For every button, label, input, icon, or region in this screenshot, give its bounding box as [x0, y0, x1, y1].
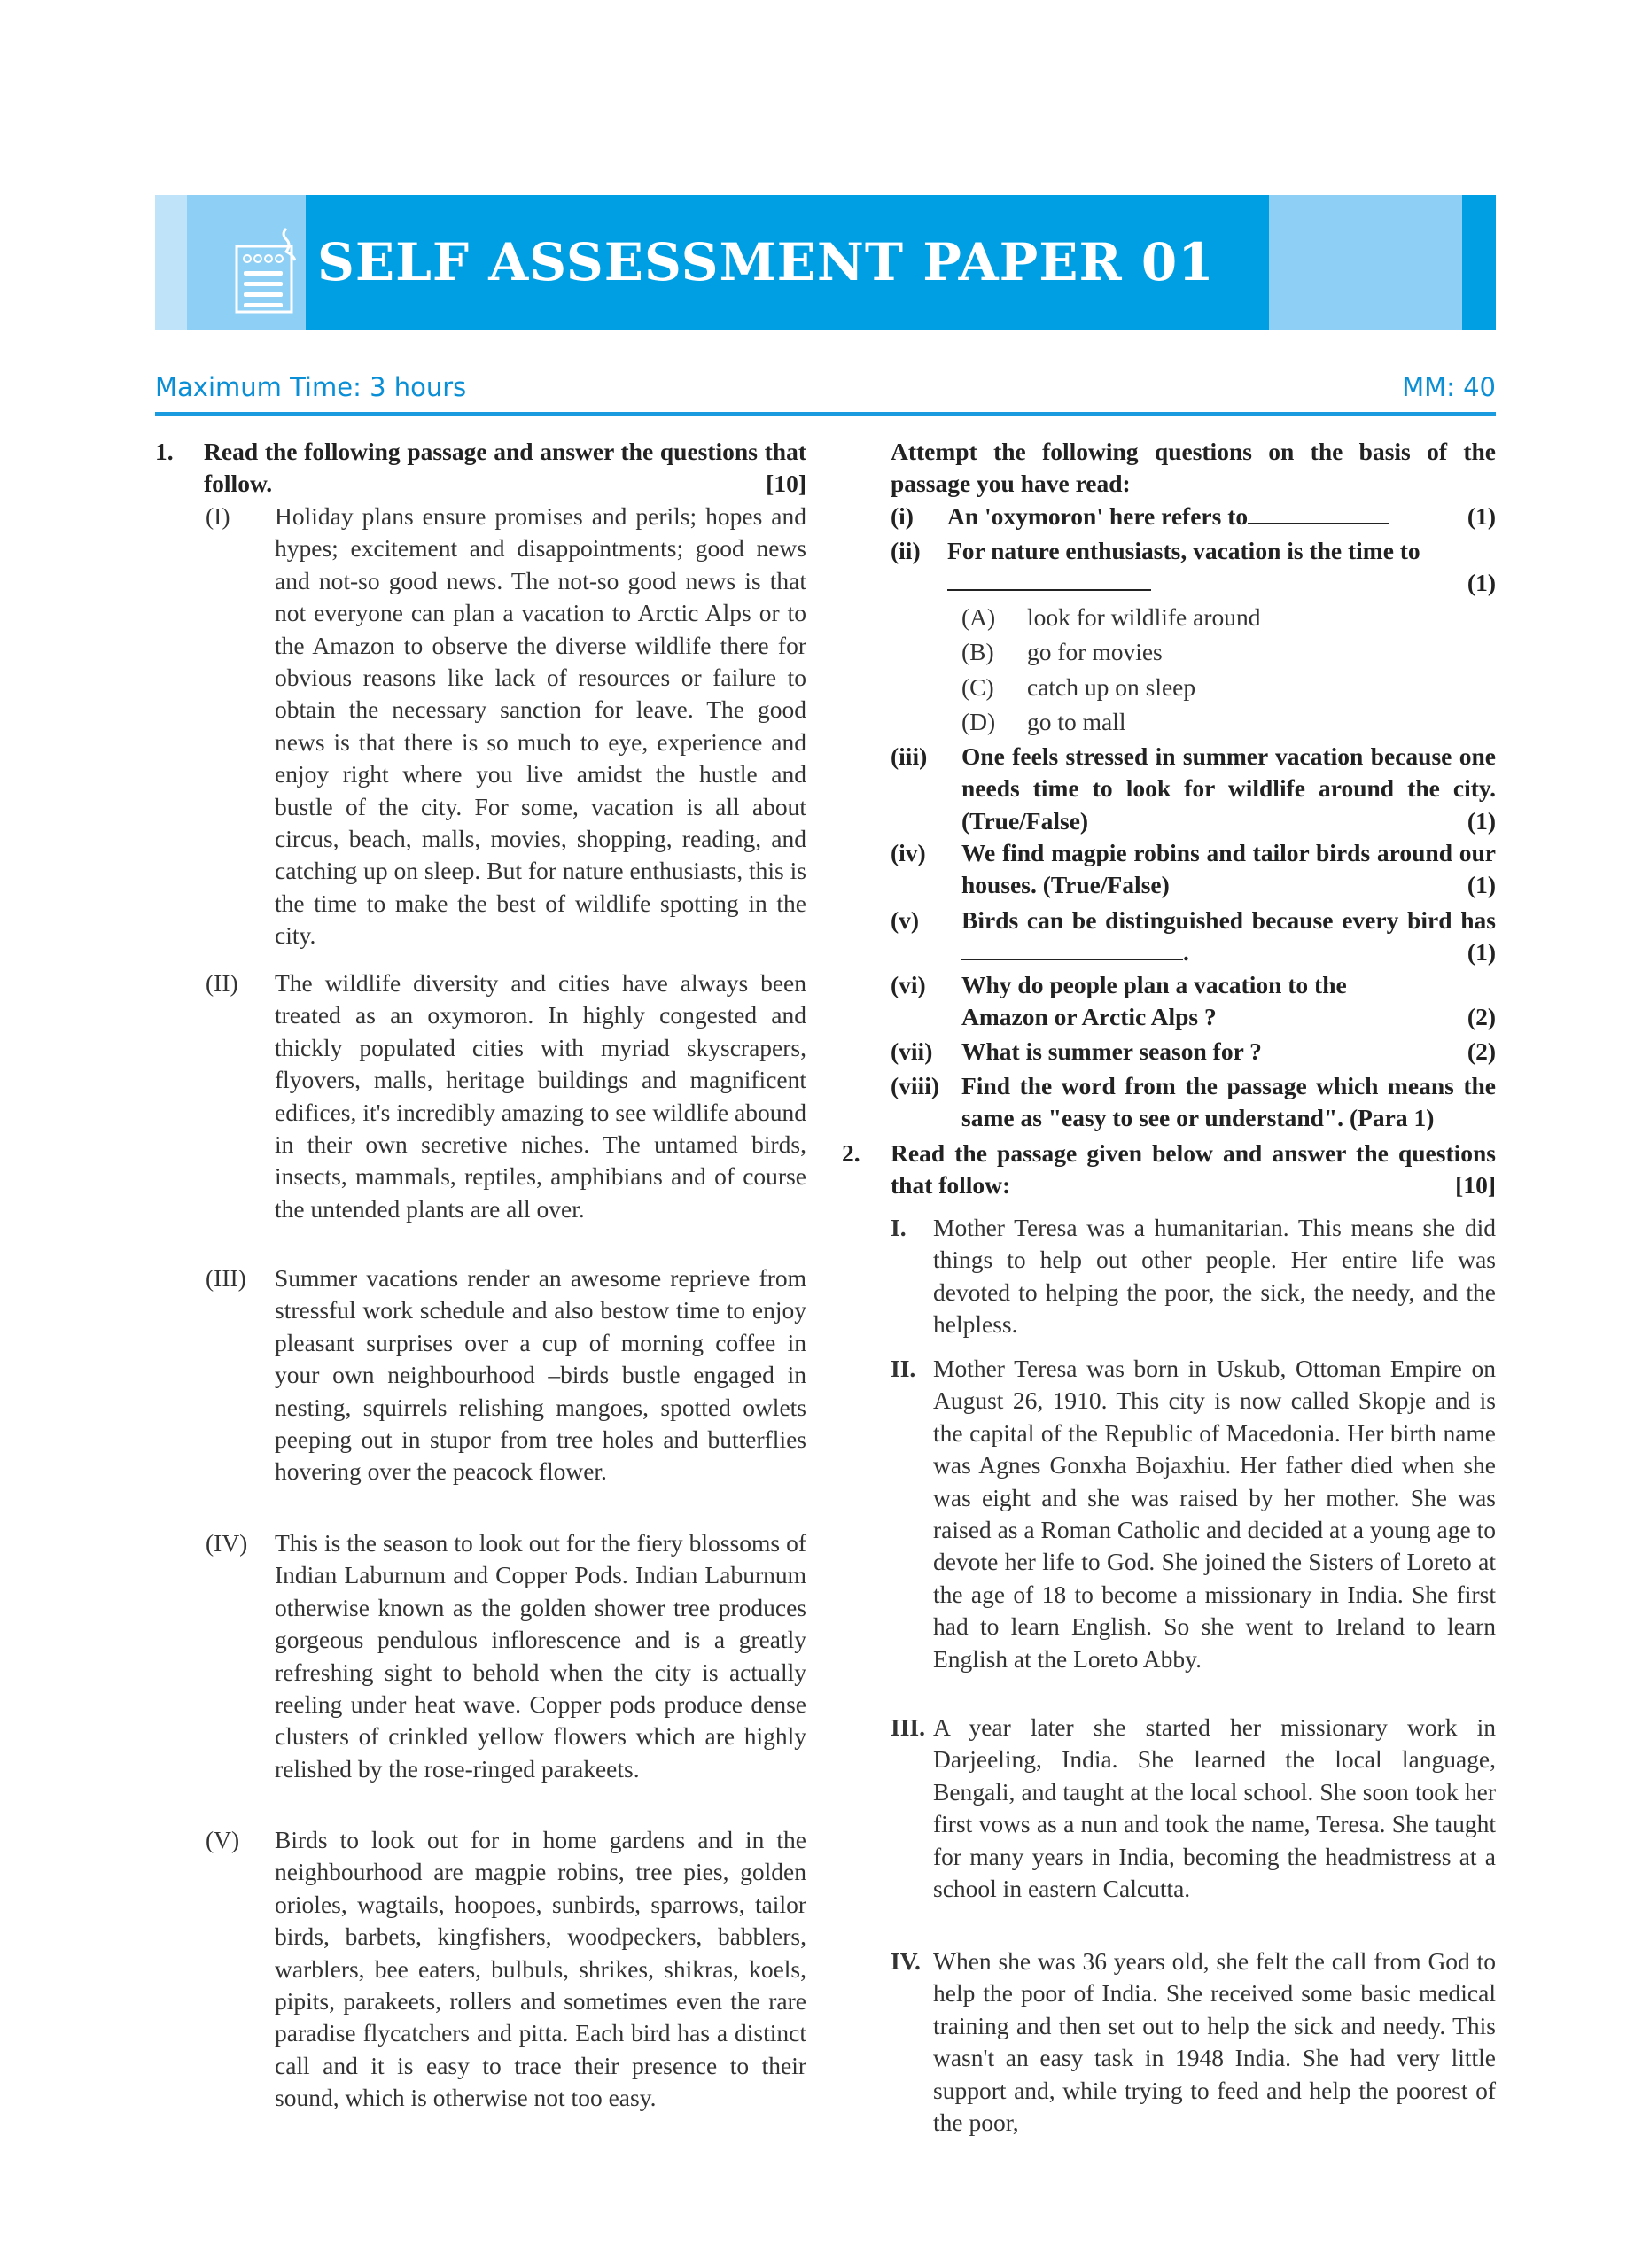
- passage-paragraph: [206, 1262, 806, 1488]
- paragraph-label: I.: [891, 1214, 907, 1241]
- option-b: [961, 636, 1493, 668]
- paragraph-label: II.: [891, 1355, 916, 1382]
- banner-icon-panel: [187, 195, 306, 330]
- answer-blank: [1248, 501, 1389, 524]
- question-label: (viii): [891, 1072, 939, 1099]
- option-d: [961, 706, 1493, 738]
- question-label: (iii): [891, 742, 928, 770]
- question-item: [891, 1070, 1496, 1135]
- question-text: Find the word from the passage which means the same as "easy to see or understand".: [961, 1072, 1496, 1132]
- paragraph-text: Mother Teresa was a humanitarian. This means she did things to help out other people. Her entire life was devoted to helping the poor, the sick, the needy, and the helpless.: [933, 1214, 1496, 1339]
- option-label: (A): [961, 603, 996, 631]
- question-text: Birds can be distinguished because every bird has: [961, 906, 1496, 934]
- question-label: (ii): [891, 537, 921, 564]
- option-c: [961, 672, 1493, 703]
- paragraph-label: IV.: [891, 1947, 921, 1975]
- marks: (1): [1467, 569, 1496, 597]
- option-label: (C): [961, 672, 994, 701]
- page-title: SELF ASSESSMENT PAPER 01: [317, 232, 1215, 292]
- paragraph-text: A year later she started her missionary work in Darjeeling, India. She learned the local language, Bengali, and taught at the local school. She soon took her first vows as a nun and took the name, Teresa. She taught for many years in India, becoming the headmistress at a school in eastern Calcutta.: [933, 1713, 1496, 1903]
- option-label: (D): [961, 708, 996, 736]
- question-2-heading: [842, 1138, 1496, 1202]
- question-text: Why do people plan a vacation to the Amazon or Arctic Alps ?: [961, 971, 1347, 1031]
- passage-paragraph: [206, 1824, 806, 2115]
- question-text: For nature enthusiasts, vacation is the time to: [947, 537, 1420, 564]
- max-time: Maximum Time: 3 hours: [155, 372, 467, 402]
- marks: (2): [1467, 1037, 1496, 1065]
- divider: [155, 412, 1496, 416]
- question-item: [891, 969, 1496, 1034]
- passage-paragraph: [891, 1212, 1496, 1341]
- question-item: [891, 741, 1496, 837]
- question-number: 2.: [842, 1139, 860, 1167]
- question-item: [891, 1036, 1496, 1068]
- paragraph-label: (III): [206, 1264, 246, 1292]
- question-text: What is summer season for ?: [961, 1037, 1262, 1065]
- marks: (1): [1467, 871, 1496, 899]
- question-label: (vi): [891, 971, 926, 998]
- paragraph-label: III.: [891, 1713, 925, 1741]
- banner-stripe: [155, 195, 187, 330]
- question-1-heading: [155, 436, 806, 501]
- question-text: One feels stressed in summer vacation because one needs time to look for wildlife around the city. (True/False): [961, 742, 1496, 835]
- question-label: (iv): [891, 839, 926, 866]
- passage-paragraph: [891, 1712, 1496, 1905]
- marks: (Para 1): [1349, 1104, 1435, 1132]
- question-item: [891, 535, 1496, 600]
- paragraph-text: This is the season to look out for the fiery blossoms of Indian Laburnum and Copper Pods. Indian Laburnum otherwise known as the golden shower tree produces gorgeous pendulous inflorescence and is a greatly refreshing sight to behold when the city is actually reeling under heat wave. Copper pods produce dense clusters of crinkled yellow flowers which are highly relished by the rose-ringed parakeets.: [275, 1529, 806, 1783]
- question-label: (v): [891, 906, 920, 934]
- passage-paragraph: [891, 1353, 1496, 1675]
- paragraph-label: (I): [206, 502, 230, 530]
- document-icon: [231, 227, 302, 315]
- title-banner: [155, 195, 1496, 330]
- paragraph-label: (V): [206, 1826, 240, 1853]
- option-text: go for movies: [1027, 638, 1163, 666]
- option-list: [961, 602, 1493, 739]
- question-text: Read the passage given below and answer the questions that follow:: [891, 1139, 1496, 1200]
- passage-paragraph: [206, 1527, 806, 1785]
- marks: (1): [1467, 502, 1496, 530]
- question-text: We find magpie robins and tailor birds around our houses. (True/False): [961, 839, 1496, 899]
- question-item: (v) Birds can be distinguished because every bird has . (1): [891, 905, 1496, 969]
- marks: [10]: [766, 470, 806, 498]
- answer-blank: [947, 568, 1151, 591]
- paragraph-text: Mother Teresa was born in Uskub, Ottoman Empire on August 26, 1910. This city is now called Skopje and is the capital of the Republic of Macedonia. Her birth name was Agnes Gonxha Bojaxhiu. Her father died when she was eight and she was raised by her mother. She was raised as a Roman Catholic and decided at a young age to devote her life to God. She joined the Sisters of Loreto at the age of 18 to become a missionary in India. She first had to learn English. So she went to Ireland to learn English at the Loreto Abby.: [933, 1355, 1496, 1673]
- paragraph-label: (IV): [206, 1529, 248, 1557]
- max-marks: MM: 40: [1402, 372, 1496, 402]
- paragraph-text: When she was 36 years old, she felt the call from God to help the poor of India. She received some basic medical training and then set out to help the sick and needy. This wasn't an easy task in 1948 India. She had very little support and, while trying to feed and help the poorest of the poor,: [933, 1947, 1496, 2137]
- exam-meta: [155, 372, 1496, 408]
- question-item: [891, 837, 1496, 902]
- paragraph-label: (II): [206, 969, 238, 997]
- question-label: (vii): [891, 1037, 933, 1065]
- banner-stripe: [1269, 195, 1462, 330]
- question-text: An 'oxymoron' here refers to: [947, 502, 1249, 530]
- paragraph-text: Holiday plans ensure promises and perils; hopes and hypes; excitement and disappointments; good news and not-so good news. The not-so good news is that not everyone can plan a vacation to Arctic Alps or to the Amazon to observe the diverse wildlife there for obvious reasons like lack of resources or failure to obtain the necessary sanction for leave. The good news is that there is so much to eye, experience and enjoy right where you live amidst the hustle and bustle of the city. For some, vacation is all about circus, beach, malls, movies, shopping, reading, and catching up on sleep. But for nature enthusiasts, this is the time to make the best of wildlife spotting in the city.: [275, 502, 806, 950]
- instruction: Attempt the following questions on the basis of the passage you have read:: [891, 438, 1496, 498]
- question-number: 1.: [155, 438, 174, 465]
- option-text: catch up on sleep: [1027, 672, 1196, 701]
- option-label: (B): [961, 638, 994, 666]
- marks: (1): [1467, 806, 1496, 835]
- marks: (2): [1467, 1003, 1496, 1030]
- marks: [10]: [1455, 1171, 1496, 1200]
- paragraph-text: Birds to look out for in home gardens and in the neighbourhood are magpie robins, tree pies, golden orioles, wagtails, hoopoes, sunbirds, sparrows, tailor birds, barbets, kingfishers, woodpeckers, babblers, warblers, bee eaters, bulbuls, shrikes, shikras, koels, pipits, parakeets, rollers and sometimes even the rare paradise flycatchers and pitta. Each bird has a distinct call and it is easy to trace their presence to their sound, which is otherwise not too easy.: [275, 1826, 806, 2112]
- passage-paragraph: [206, 967, 806, 1225]
- paragraph-text: The wildlife diversity and cities have always been treated as an oxymoron. In highly congested and thickly populated cities with myriad skyscrapers, flyovers, malls, heritage buildings and magnificent edifices, it's incredibly amazing to see wildlife abound in their own secretive niches. The untamed birds, insects, mammals, reptiles, amphibians and of course the untended plants are all over.: [275, 969, 806, 1223]
- passage-paragraph: [206, 501, 806, 952]
- option-text: look for wildlife around: [1027, 603, 1261, 631]
- question-text: Read the following passage and answer the questions that follow.: [204, 438, 806, 498]
- question-item: [891, 501, 1496, 532]
- marks: (1): [1467, 938, 1496, 967]
- answer-blank: [961, 937, 1183, 960]
- passage-paragraph: [891, 1946, 1496, 2139]
- paragraph-text: Summer vacations render an awesome reprieve from stressful work schedule and also bestow time to enjoy pleasant surprises over a cup of morning coffee in your own neighbourhood –birds bustle engaged in nesting, squirrels relishing mangoes, spotted owlets peeping out in stupor from tree holes and butterflies hovering over the peacock flower.: [275, 1264, 806, 1486]
- question-label: (i): [891, 502, 914, 530]
- option-a: [961, 602, 1493, 633]
- option-text: go to mall: [1027, 708, 1126, 736]
